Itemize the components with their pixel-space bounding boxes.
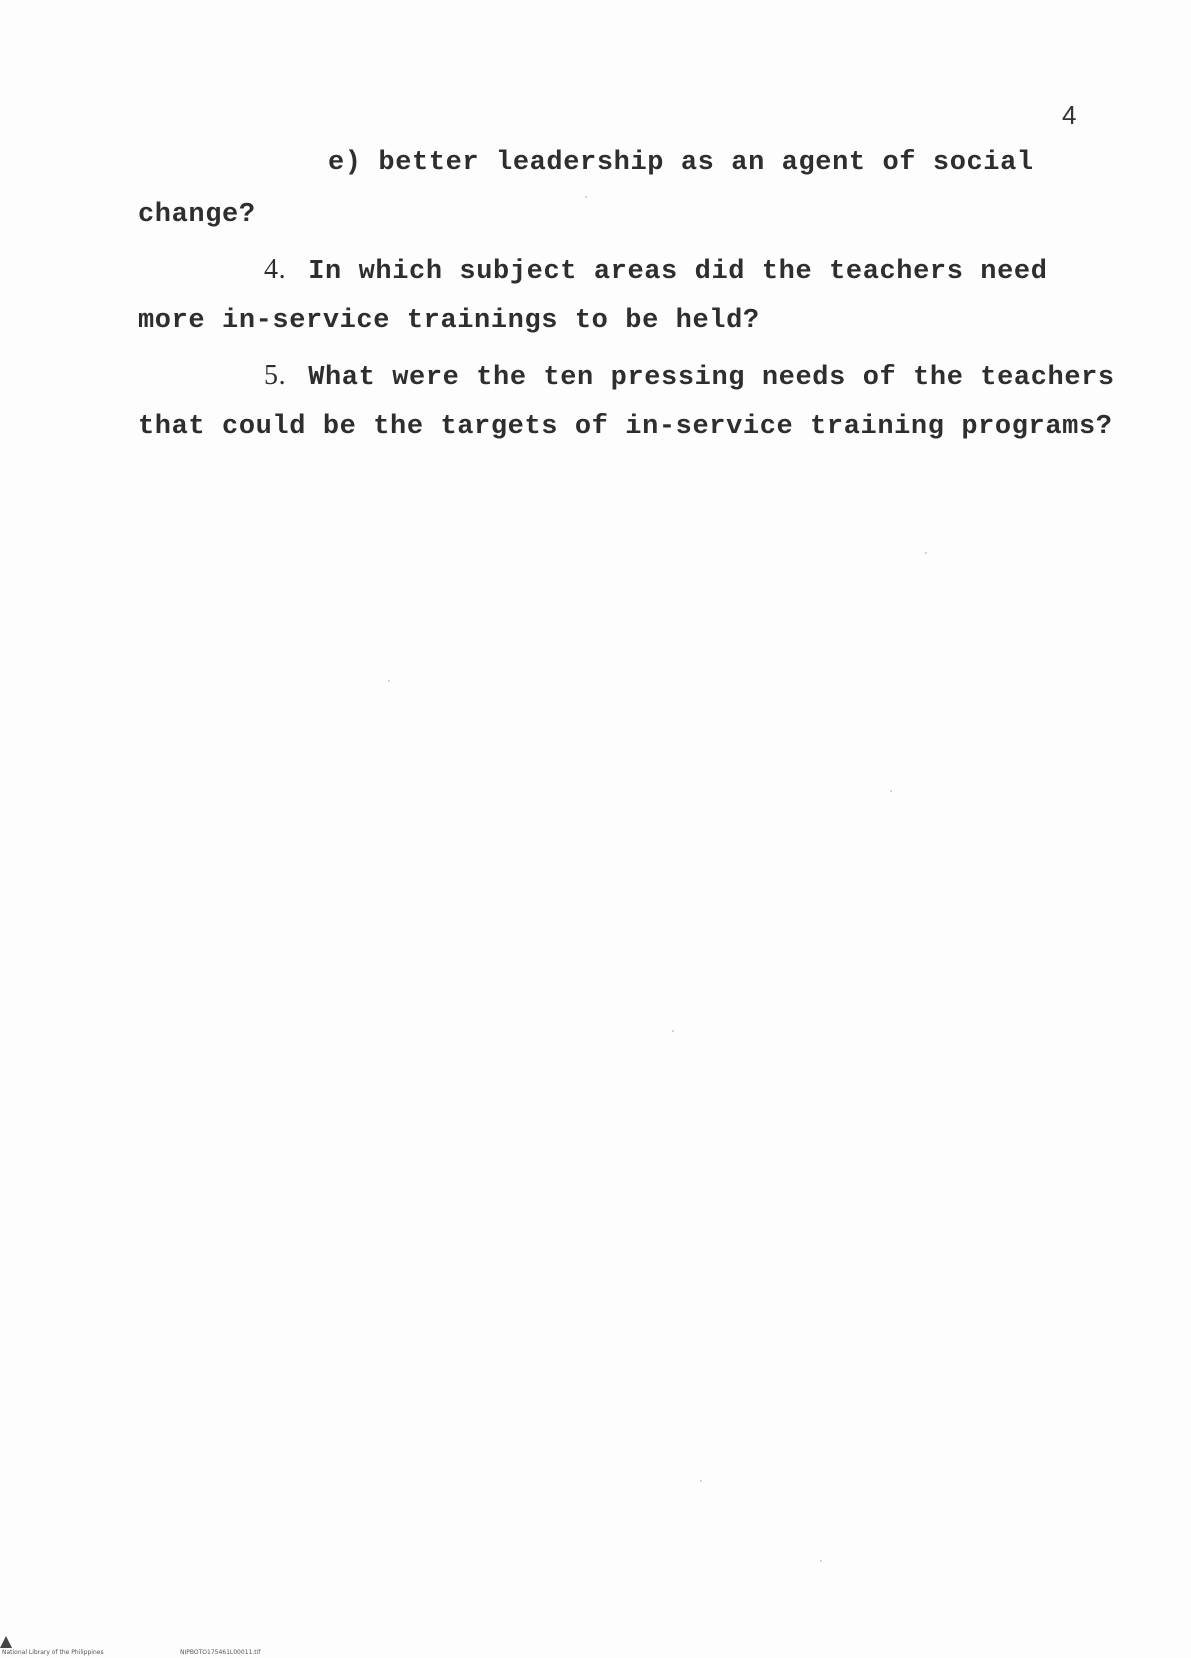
footer-library-name: National Library of the Philippines xyxy=(2,1649,104,1656)
question-5-number: 5. xyxy=(264,360,287,391)
question-4-number: 4. xyxy=(264,254,287,285)
library-logo-icon xyxy=(0,1636,12,1648)
scan-speck xyxy=(700,1480,702,1482)
question-4-continuation: more in-service trainings to be held? xyxy=(138,306,760,336)
footer-file-name: NIPBOTO175461L00011.tif xyxy=(180,1649,261,1656)
scan-speck xyxy=(925,552,927,554)
scan-speck xyxy=(890,790,892,792)
scan-speck xyxy=(585,196,587,198)
item-e-line: e) better leadership as an agent of social xyxy=(328,148,1034,178)
question-5-text: What were the ten pressing needs of the teachers xyxy=(308,363,1115,393)
item-e-continuation: change? xyxy=(138,200,256,230)
question-5-line xyxy=(264,360,1115,393)
scan-speck xyxy=(388,680,390,682)
question-4-text: In which subject areas did the teachers need xyxy=(308,257,1048,287)
archive-footer xyxy=(0,1636,400,1658)
question-5-continuation: that could be the targets of in-service training programs? xyxy=(138,412,1113,442)
scan-speck xyxy=(672,1030,674,1032)
question-4-line xyxy=(264,254,1048,287)
page-number: 4 xyxy=(1062,100,1077,130)
scan-speck xyxy=(820,1560,822,1562)
